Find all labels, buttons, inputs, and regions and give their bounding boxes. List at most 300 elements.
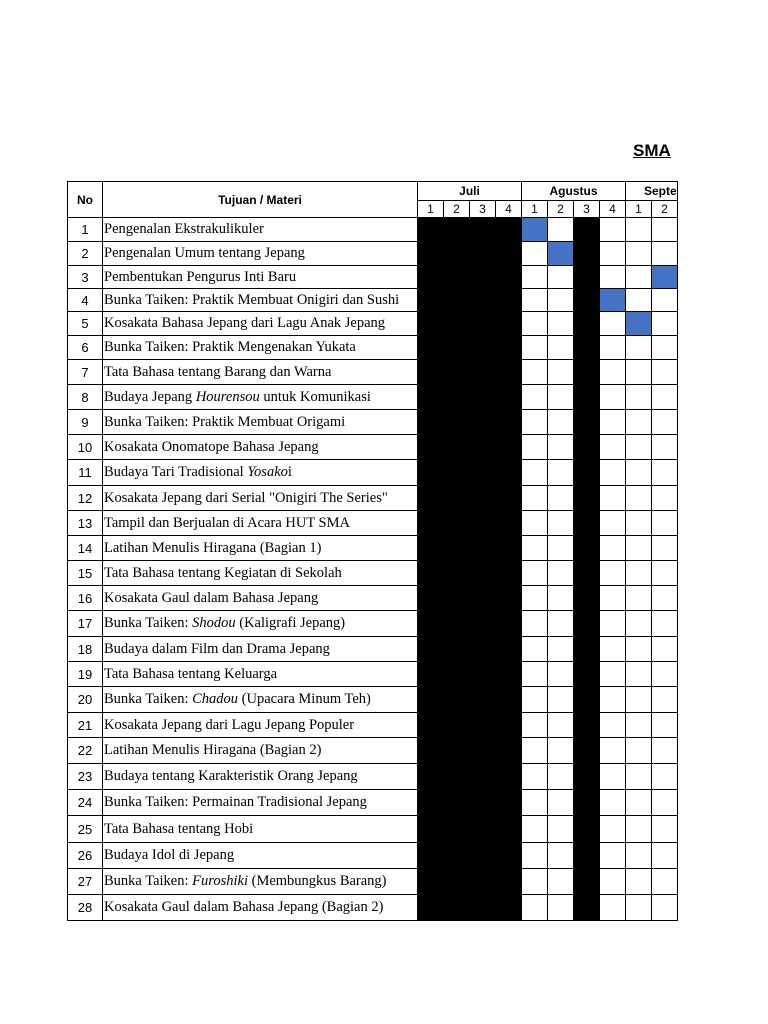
week-cell-blocked	[418, 218, 444, 242]
materi-text: Budaya Tari Tradisional	[104, 464, 248, 480]
week-cell	[548, 713, 574, 738]
week-cell-blocked	[496, 662, 522, 687]
table-row	[68, 266, 678, 289]
week-cell-blocked	[418, 764, 444, 790]
week-cell-blocked	[444, 586, 470, 611]
week-cell	[600, 435, 626, 460]
week-cell	[522, 460, 548, 486]
week-cell-blocked	[444, 764, 470, 790]
week-cell-blocked	[418, 460, 444, 486]
week-cell	[652, 536, 678, 561]
week-cell-blocked	[496, 637, 522, 662]
row-materi	[103, 790, 418, 816]
week-cell-blocked	[444, 242, 470, 266]
week-cell	[600, 586, 626, 611]
week-cell	[626, 738, 652, 764]
week-cell	[522, 242, 548, 266]
week-cell	[548, 460, 574, 486]
week-cell	[652, 611, 678, 637]
table-row	[68, 385, 678, 410]
table-row	[68, 816, 678, 843]
table-row	[68, 511, 678, 536]
week-cell-blocked	[444, 687, 470, 713]
table-row	[68, 738, 678, 764]
week-cell	[652, 435, 678, 460]
week-cell	[548, 360, 574, 385]
week-cell	[652, 242, 678, 266]
week-cell	[522, 662, 548, 687]
week-cell	[548, 486, 574, 511]
month-header-september: Septe	[626, 182, 678, 201]
materi-text: Kosakata Jepang dari Lagu Jepang Populer	[104, 716, 355, 733]
week-cell	[626, 385, 652, 410]
week-header: 2	[444, 201, 470, 218]
week-cell-blocked	[574, 790, 600, 816]
week-cell	[522, 312, 548, 336]
row-number: 19	[68, 662, 103, 687]
week-cell	[652, 764, 678, 790]
row-materi	[103, 410, 418, 435]
table-row	[68, 611, 678, 637]
materi-text: Kosakata Jepang dari Serial "Onigiri The Series"	[104, 489, 388, 506]
week-cell-blocked	[418, 843, 444, 869]
week-cell	[548, 637, 574, 662]
materi-text: Latihan Menulis Hiragana (Bagian 2)	[104, 742, 322, 758]
week-cell-blocked	[418, 486, 444, 511]
week-cell-blocked	[574, 662, 600, 687]
week-cell-blocked	[470, 687, 496, 713]
week-cell	[626, 586, 652, 611]
week-cell	[548, 738, 574, 764]
week-cell-blocked	[574, 218, 600, 242]
week-cell-scheduled	[600, 289, 626, 312]
row-number: 4	[68, 289, 103, 312]
row-materi	[103, 435, 418, 460]
week-cell	[626, 266, 652, 289]
week-cell	[548, 764, 574, 790]
week-cell	[600, 869, 626, 895]
header-no: No	[68, 182, 103, 218]
week-cell-blocked	[470, 586, 496, 611]
week-cell-blocked	[418, 360, 444, 385]
week-cell	[548, 312, 574, 336]
materi-text: (Kaligrafi Jepang)	[235, 615, 346, 631]
materi-text: Tampil dan Berjualan di Acara HUT SMA	[104, 514, 350, 531]
week-cell-blocked	[470, 843, 496, 869]
week-header: 2	[652, 201, 678, 218]
materi-text: Bunka Taiken:	[104, 691, 193, 707]
row-number: 3	[68, 266, 103, 289]
row-number: 27	[68, 869, 103, 895]
week-cell	[600, 611, 626, 637]
week-cell-blocked	[574, 869, 600, 895]
materi-text: Yosako	[247, 464, 288, 480]
week-cell-blocked	[444, 869, 470, 895]
week-cell-blocked	[418, 611, 444, 637]
row-number: 23	[68, 764, 103, 790]
week-cell	[600, 312, 626, 336]
week-cell-blocked	[496, 266, 522, 289]
materi-text: Bunka Taiken: Praktik Membuat Onigiri dan Sushi	[104, 291, 400, 308]
week-cell-blocked	[470, 460, 496, 486]
row-number: 22	[68, 738, 103, 764]
week-cell	[600, 637, 626, 662]
materi-text: Bunka Taiken: Praktik Mengenakan Yukata	[104, 339, 356, 355]
row-materi	[103, 312, 418, 336]
week-cell-blocked	[444, 266, 470, 289]
week-cell	[652, 687, 678, 713]
week-cell	[652, 843, 678, 869]
week-cell	[548, 816, 574, 843]
week-cell-blocked	[496, 536, 522, 561]
week-cell-blocked	[470, 662, 496, 687]
table-row	[68, 410, 678, 435]
materi-text: Furoshiki	[192, 873, 248, 889]
week-cell-blocked	[418, 687, 444, 713]
materi-text: Budaya dalam Film dan Drama Jepang	[104, 640, 330, 657]
week-cell	[652, 410, 678, 435]
table-row	[68, 713, 678, 738]
week-cell-blocked	[444, 561, 470, 586]
week-cell	[652, 662, 678, 687]
week-cell	[600, 336, 626, 360]
table-row	[68, 764, 678, 790]
schedule-table	[67, 181, 678, 921]
row-materi	[103, 266, 418, 289]
week-header: 4	[496, 201, 522, 218]
week-cell	[522, 486, 548, 511]
week-cell-blocked	[418, 410, 444, 435]
week-cell	[522, 360, 548, 385]
week-cell	[522, 511, 548, 536]
week-cell	[548, 511, 574, 536]
materi-text: Budaya tentang Karakteristik Orang Jepang	[104, 768, 358, 784]
week-cell	[626, 460, 652, 486]
week-cell	[522, 410, 548, 435]
week-cell-blocked	[496, 611, 522, 637]
table-row	[68, 586, 678, 611]
week-cell-blocked	[574, 312, 600, 336]
week-cell	[522, 738, 548, 764]
week-cell	[652, 561, 678, 586]
row-number: 20	[68, 687, 103, 713]
week-cell-blocked	[444, 536, 470, 561]
week-cell	[652, 790, 678, 816]
week-cell	[626, 511, 652, 536]
week-cell-blocked	[470, 713, 496, 738]
week-cell-blocked	[574, 713, 600, 738]
week-cell-blocked	[418, 869, 444, 895]
week-cell	[652, 218, 678, 242]
week-header: 4	[600, 201, 626, 218]
week-cell-blocked	[444, 289, 470, 312]
table-row	[68, 536, 678, 561]
week-cell-blocked	[470, 360, 496, 385]
week-cell	[548, 561, 574, 586]
table-row	[68, 460, 678, 486]
table-row	[68, 637, 678, 662]
week-cell-blocked	[574, 536, 600, 561]
week-cell	[522, 637, 548, 662]
table-row	[68, 486, 678, 511]
row-materi	[103, 738, 418, 764]
week-cell-blocked	[496, 218, 522, 242]
week-cell	[626, 435, 652, 460]
week-cell	[600, 511, 626, 536]
week-cell-blocked	[574, 460, 600, 486]
week-cell	[600, 895, 626, 921]
week-cell-blocked	[496, 312, 522, 336]
row-number: 26	[68, 843, 103, 869]
week-cell	[626, 790, 652, 816]
week-cell-blocked	[496, 460, 522, 486]
week-cell-blocked	[496, 816, 522, 843]
week-cell-blocked	[418, 738, 444, 764]
week-cell	[600, 266, 626, 289]
week-cell-blocked	[574, 764, 600, 790]
week-cell	[600, 242, 626, 266]
week-cell	[600, 410, 626, 435]
materi-text: Tata Bahasa tentang Keluarga	[104, 665, 278, 682]
week-cell-blocked	[418, 586, 444, 611]
week-cell-blocked	[574, 895, 600, 921]
row-materi	[103, 289, 418, 312]
schedule-body	[68, 218, 678, 921]
week-cell-blocked	[470, 511, 496, 536]
week-cell-blocked	[444, 486, 470, 511]
week-cell-blocked	[444, 460, 470, 486]
week-cell	[600, 662, 626, 687]
week-header: 1	[626, 201, 652, 218]
week-cell	[600, 738, 626, 764]
week-cell-blocked	[470, 218, 496, 242]
week-cell	[652, 289, 678, 312]
table-row	[68, 242, 678, 266]
week-cell-blocked	[496, 764, 522, 790]
week-cell	[548, 611, 574, 637]
materi-text: (Membungkus Barang)	[247, 873, 387, 889]
week-cell-blocked	[496, 435, 522, 460]
materi-text: Kosakata Onomatope Bahasa Jepang	[104, 438, 319, 455]
table-row	[68, 312, 678, 336]
week-cell-blocked	[496, 486, 522, 511]
materi-text: untuk Komunikasi	[259, 388, 371, 405]
week-cell	[652, 869, 678, 895]
week-cell	[600, 360, 626, 385]
materi-text: Tata Bahasa tentang Hobi	[104, 820, 254, 837]
week-cell-blocked	[444, 790, 470, 816]
row-materi	[103, 242, 418, 266]
materi-text: Kosakata Bahasa Jepang dari Lagu Anak Jepang	[104, 315, 386, 331]
week-header: 2	[548, 201, 574, 218]
week-cell-blocked	[418, 536, 444, 561]
row-materi	[103, 586, 418, 611]
week-cell-blocked	[418, 662, 444, 687]
row-number: 5	[68, 312, 103, 336]
week-cell-blocked	[496, 289, 522, 312]
week-cell	[652, 816, 678, 843]
row-materi	[103, 460, 418, 486]
week-cell	[548, 385, 574, 410]
row-number: 18	[68, 637, 103, 662]
week-cell-blocked	[574, 242, 600, 266]
table-row	[68, 218, 678, 242]
week-cell-blocked	[496, 360, 522, 385]
week-cell	[626, 662, 652, 687]
week-cell-blocked	[574, 289, 600, 312]
week-cell	[626, 687, 652, 713]
week-cell	[626, 637, 652, 662]
week-cell-blocked	[470, 561, 496, 586]
week-cell	[626, 843, 652, 869]
week-cell	[652, 511, 678, 536]
materi-text: Bunka Taiken: Praktik Membuat Origami	[104, 413, 346, 430]
table-row	[68, 662, 678, 687]
row-materi	[103, 561, 418, 586]
table-row	[68, 790, 678, 816]
week-cell-blocked	[444, 410, 470, 435]
week-cell	[600, 460, 626, 486]
week-cell-blocked	[418, 561, 444, 586]
week-cell-blocked	[418, 816, 444, 843]
week-cell	[600, 486, 626, 511]
materi-text: Bunka Taiken:	[104, 615, 193, 631]
week-cell-blocked	[574, 637, 600, 662]
week-cell-blocked	[574, 511, 600, 536]
week-cell-blocked	[574, 816, 600, 843]
week-cell-blocked	[574, 336, 600, 360]
week-cell-blocked	[496, 738, 522, 764]
week-cell	[522, 561, 548, 586]
week-cell	[626, 713, 652, 738]
week-cell	[600, 536, 626, 561]
row-number: 7	[68, 360, 103, 385]
week-cell-blocked	[444, 738, 470, 764]
week-cell	[522, 385, 548, 410]
week-cell-blocked	[470, 435, 496, 460]
week-cell	[652, 460, 678, 486]
week-cell	[548, 536, 574, 561]
materi-text: Kosakata Gaul dalam Bahasa Jepang	[104, 589, 319, 606]
week-cell	[522, 816, 548, 843]
week-cell-blocked	[418, 637, 444, 662]
row-number: 15	[68, 561, 103, 586]
table-row	[68, 289, 678, 312]
week-cell-blocked	[444, 637, 470, 662]
week-cell	[652, 336, 678, 360]
week-cell	[548, 790, 574, 816]
table-row	[68, 360, 678, 385]
week-cell	[652, 637, 678, 662]
week-cell	[548, 410, 574, 435]
week-cell	[522, 586, 548, 611]
materi-text: Shodou	[192, 615, 236, 631]
week-cell-blocked	[418, 790, 444, 816]
week-cell	[626, 242, 652, 266]
table-row	[68, 336, 678, 360]
week-cell-blocked	[496, 410, 522, 435]
materi-text: Budaya Jepang	[104, 388, 196, 405]
week-cell-blocked	[444, 385, 470, 410]
row-materi	[103, 895, 418, 921]
row-number: 13	[68, 511, 103, 536]
week-cell	[652, 312, 678, 336]
week-cell-blocked	[470, 385, 496, 410]
row-number: 25	[68, 816, 103, 843]
row-materi	[103, 611, 418, 637]
week-cell	[600, 713, 626, 738]
week-cell	[548, 218, 574, 242]
week-cell-blocked	[496, 586, 522, 611]
week-cell-blocked	[574, 410, 600, 435]
row-materi	[103, 764, 418, 790]
week-cell-blocked	[470, 637, 496, 662]
week-cell	[652, 895, 678, 921]
week-cell	[652, 360, 678, 385]
table-row	[68, 895, 678, 921]
row-number: 17	[68, 611, 103, 637]
row-number: 21	[68, 713, 103, 738]
week-cell	[548, 869, 574, 895]
month-header-agustus: Agustus	[522, 182, 626, 201]
header-materi: Tujuan / Materi	[103, 182, 418, 218]
week-cell	[522, 790, 548, 816]
week-cell	[522, 536, 548, 561]
week-cell-blocked	[496, 713, 522, 738]
week-cell	[522, 266, 548, 289]
week-cell-blocked	[574, 486, 600, 511]
week-cell	[626, 218, 652, 242]
row-materi	[103, 816, 418, 843]
week-cell-blocked	[470, 790, 496, 816]
week-cell	[626, 410, 652, 435]
week-cell	[522, 336, 548, 360]
week-cell	[548, 843, 574, 869]
week-cell-blocked	[496, 336, 522, 360]
week-header: 1	[418, 201, 444, 218]
month-header-juli: Juli	[418, 182, 522, 201]
week-cell-blocked	[418, 511, 444, 536]
week-cell	[548, 289, 574, 312]
week-cell-blocked	[470, 266, 496, 289]
week-cell	[548, 435, 574, 460]
week-cell-blocked	[470, 895, 496, 921]
week-cell-blocked	[444, 895, 470, 921]
row-number: 1	[68, 218, 103, 242]
row-number: 9	[68, 410, 103, 435]
week-cell	[626, 289, 652, 312]
week-cell-blocked	[470, 410, 496, 435]
week-cell	[522, 895, 548, 921]
week-cell-blocked	[444, 843, 470, 869]
week-cell-scheduled	[522, 218, 548, 242]
week-cell-blocked	[444, 360, 470, 385]
week-cell-blocked	[574, 611, 600, 637]
week-cell-blocked	[444, 816, 470, 843]
week-cell-blocked	[418, 435, 444, 460]
week-cell-blocked	[444, 511, 470, 536]
week-cell-blocked	[574, 435, 600, 460]
week-cell-blocked	[470, 312, 496, 336]
week-cell	[626, 816, 652, 843]
week-cell	[522, 611, 548, 637]
week-cell-blocked	[418, 289, 444, 312]
week-cell	[626, 764, 652, 790]
week-cell	[652, 486, 678, 511]
week-cell	[548, 662, 574, 687]
week-cell-blocked	[470, 738, 496, 764]
week-cell-blocked	[470, 869, 496, 895]
